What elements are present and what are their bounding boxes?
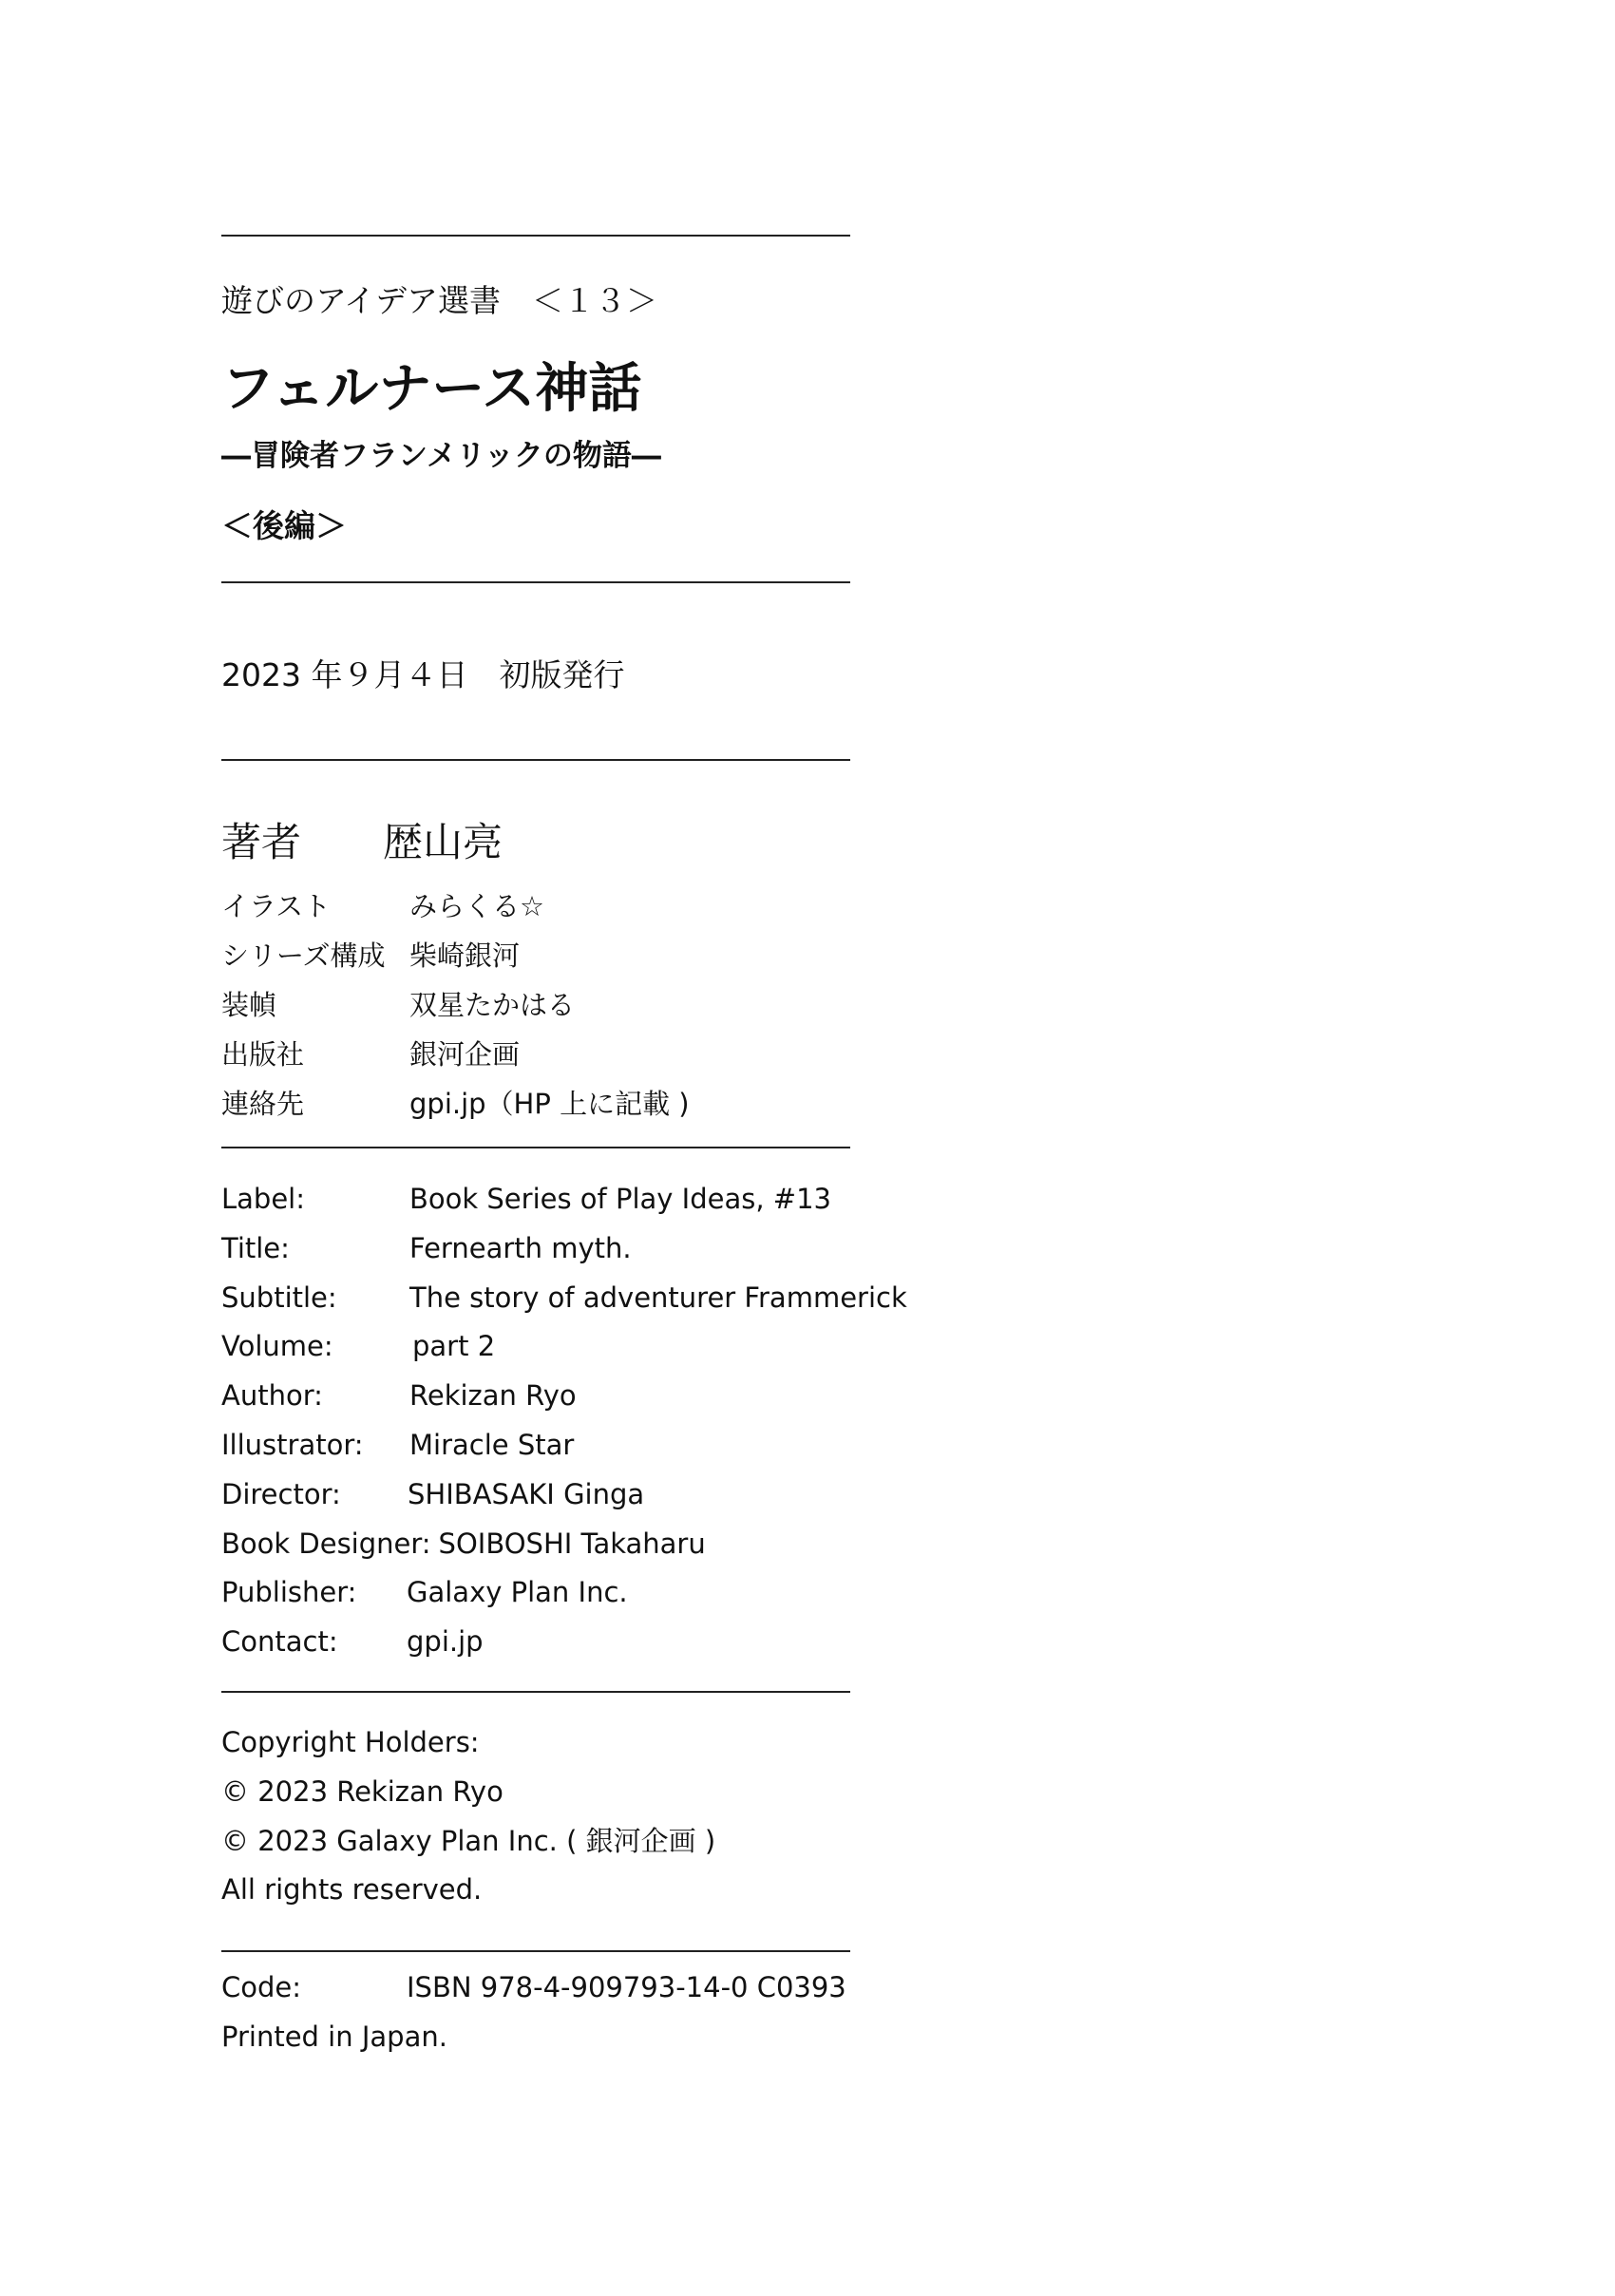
credit-row-series-composition bbox=[221, 939, 850, 992]
credit-label: Director: bbox=[221, 1477, 341, 1510]
credit-row-author bbox=[221, 1379, 867, 1432]
credit-label: イラスト bbox=[221, 890, 332, 922]
code-block bbox=[221, 1971, 850, 2073]
credit-row-label bbox=[221, 1183, 867, 1235]
credit-label: 連絡先 bbox=[221, 1088, 305, 1120]
publication-date: 2023 年９月４日 初版発行 bbox=[221, 656, 625, 693]
credit-value: SHIBASAKI Ginga bbox=[408, 1477, 645, 1510]
copyright-line: Copyright Holders: bbox=[221, 1726, 480, 1758]
credit-label: Publisher: bbox=[221, 1576, 357, 1609]
book-volume: ＜後編＞ bbox=[221, 507, 347, 544]
printed-in bbox=[221, 2023, 850, 2073]
credit-row-director bbox=[221, 1477, 867, 1530]
credit-row-volume bbox=[221, 1330, 867, 1382]
credit-label: 出版社 bbox=[221, 1038, 305, 1071]
divider-top bbox=[221, 235, 850, 237]
isbn-row bbox=[221, 1971, 850, 2023]
credit-label: Volume: bbox=[221, 1330, 333, 1363]
credit-value: みらくる☆ bbox=[409, 890, 544, 922]
book-subtitle: ―冒険者フランメリックの物語― bbox=[221, 439, 661, 473]
credit-value: Miracle Star bbox=[409, 1428, 575, 1461]
credit-value: 双星たかはる bbox=[409, 989, 576, 1021]
credit-value: Book Series of Play Ideas, #13 bbox=[409, 1183, 831, 1215]
credit-row-publisher bbox=[221, 1576, 867, 1628]
copyright-block bbox=[221, 1726, 716, 1926]
copyright-line: © 2023 Galaxy Plan Inc. ( 銀河企画 ) bbox=[221, 1824, 716, 1857]
isbn-value: ISBN 978-4-909793-14-0 C0393 bbox=[407, 1971, 846, 2003]
divider-credits-en bbox=[221, 1691, 850, 1693]
author-label: 著者 bbox=[221, 819, 302, 865]
credit-value: gpi.jp（HP 上に記載 ) bbox=[409, 1088, 690, 1120]
credit-row-book-design bbox=[221, 989, 850, 1041]
credit-row-illustration bbox=[221, 890, 850, 942]
credit-label: Title: bbox=[221, 1231, 290, 1264]
credit-row-contact bbox=[221, 1625, 867, 1678]
credit-label: Author: bbox=[221, 1379, 323, 1413]
credit-row-book-designer bbox=[221, 1527, 867, 1580]
credit-value: SOIBOSHI Takaharu bbox=[438, 1527, 706, 1560]
credit-label: Illustrator: bbox=[221, 1428, 364, 1461]
credit-label: Book Designer: bbox=[221, 1527, 431, 1560]
credits-en-list bbox=[221, 1183, 907, 1678]
copyright-line: All rights reserved. bbox=[221, 1873, 483, 1907]
credit-row-publisher bbox=[221, 1038, 850, 1091]
code-label: Code: bbox=[221, 1971, 302, 2003]
credit-row-contact bbox=[221, 1088, 850, 1140]
credit-value: 銀河企画 bbox=[409, 1038, 521, 1071]
printed-in-text: Printed in Japan. bbox=[221, 2021, 447, 2053]
copyright-line: © 2023 Rekizan Ryo bbox=[221, 1774, 504, 1808]
credit-value: Rekizan Ryo bbox=[409, 1379, 577, 1413]
credit-row-subtitle bbox=[221, 1281, 907, 1334]
divider-credits-jp bbox=[221, 1147, 850, 1148]
divider-title bbox=[221, 581, 850, 583]
credit-row-illustrator bbox=[221, 1428, 867, 1481]
credit-label: Label: bbox=[221, 1183, 306, 1215]
book-title: フェルナース神話 bbox=[221, 358, 642, 420]
credit-value: Galaxy Plan Inc. bbox=[407, 1576, 628, 1609]
credit-value: part 2 bbox=[412, 1330, 496, 1363]
credit-label: Contact: bbox=[221, 1625, 338, 1659]
series-label: 遊びのアイデア選書 ＜１３＞ bbox=[221, 282, 658, 319]
credit-label: 装幀 bbox=[221, 989, 277, 1021]
credit-label: Subtitle: bbox=[221, 1281, 337, 1314]
credit-value: 柴崎銀河 bbox=[409, 939, 521, 972]
divider-copyright bbox=[221, 1950, 850, 1952]
credit-value: The story of adventurer Frammerick bbox=[409, 1281, 907, 1314]
divider-date bbox=[221, 759, 850, 761]
credit-row-title bbox=[221, 1231, 867, 1284]
credit-value: gpi.jp bbox=[407, 1625, 484, 1659]
credits-jp-list bbox=[221, 890, 850, 1140]
credit-value: Fernearth myth. bbox=[409, 1231, 632, 1264]
credit-label: シリーズ構成 bbox=[221, 939, 386, 972]
author-value: 歴山亮 bbox=[383, 819, 504, 865]
